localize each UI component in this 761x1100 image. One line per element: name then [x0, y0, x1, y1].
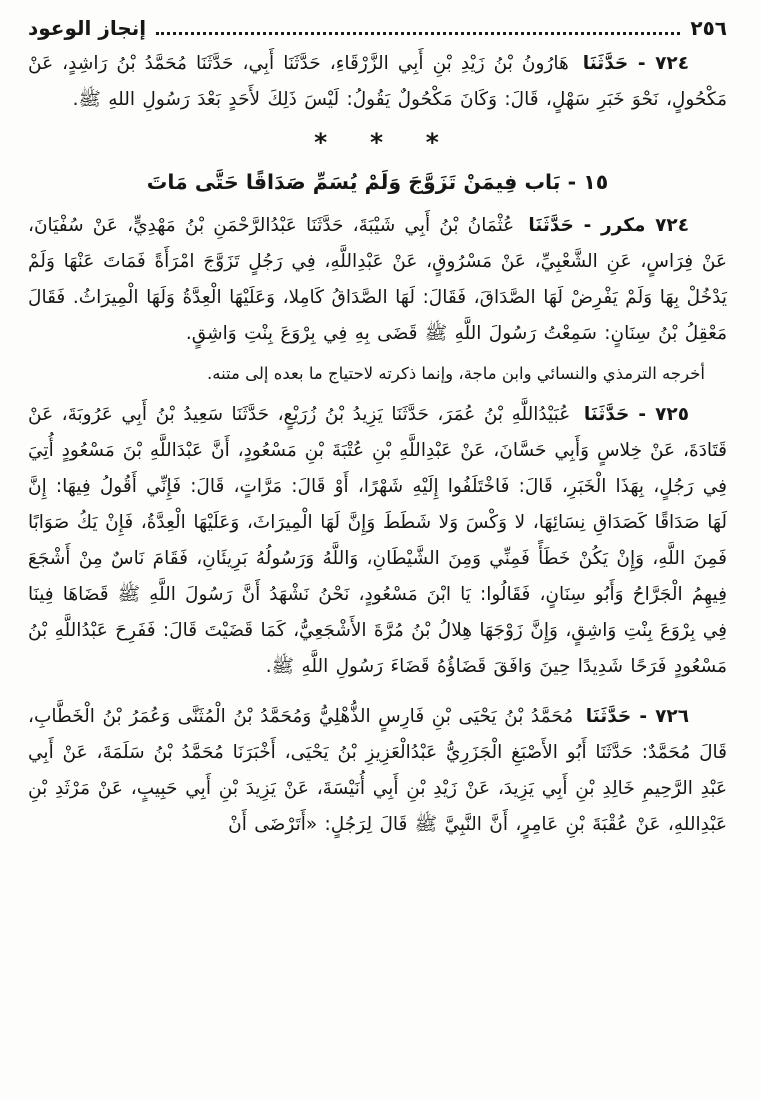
hadith-724-repeat-number: ٧٢٤ مكرر - حَدَّثَنَا: [528, 215, 690, 236]
hadith-724-paragraph: [28, 46, 727, 118]
hadith-726-number: ٧٢٦ - حَدَّثَنَا: [585, 706, 689, 727]
hadith-724-number: ٧٢٤ - حَدَّثَنَا: [582, 53, 689, 74]
chapter-heading: ١٥ - بَاب فِيمَنْ تَزَوَّجَ وَلَمْ يُسَمِّ صَدَاقًا حَتَّى مَاتَ: [146, 170, 609, 194]
takhrij-note: أخرجه الترمذي والنسائي وابن ماجة، وإنما ذكرته لاحتياج ما بعده إلى متنه.: [206, 364, 705, 383]
dotted-leader: [156, 32, 680, 35]
hadith-726-paragraph: [28, 699, 727, 843]
hadith-724-repeat-paragraph: [28, 208, 727, 352]
hadith-725-paragraph: [28, 397, 727, 685]
book-title: إنجاز الوعود: [28, 16, 147, 40]
stars-separator: * * *: [314, 128, 441, 157]
hadith-724-text: هَارُونُ بْنُ زَيْدِ بْنِ أَبِي الزَّرْقَاءِ، حَدَّثَنَا أَبِي، حَدَّثَنَا مُحَمَّدُ بْنُ رَاشِدٍ، عَنْ مَكْحُولٍ، نَحْوَ خَبَرِ سَهْلٍ، قَالَ: وَكَانَ مَكْحُولٌ يَقُولُ: لَيْسَ ذَلِكَ لأَحَدٍ بَعْدَ رَسُولِ اللهِ ﷺ.: [28, 53, 727, 110]
hadith-725-number: ٧٢٥ - حَدَّثَنَا: [583, 404, 689, 425]
hadith-725-text: عُبَيْدُاللَّهِ بْنُ عُمَرَ، حَدَّثَنَا يَزِيدُ بْنُ زُرَيْعٍ، حَدَّثَنَا سَعِيدُ بْنُ أَبِي عَرُوبَةَ، عَنْ قَتَادَةَ، عَنْ خِلاسٍ وَأَبِي حَسَّانَ، عَنْ عَبْدِاللَّهِ بْنِ عُتْبَةَ بْنِ مَسْعُودٍ، أَنَّ عَبْدَاللَّهِ بْنَ مَسْعُودٍ أُتِيَ فِي رَجُلٍ، بِهَذَا الْخَبَرِ، قَالَ: فَاخْتَلَفُوا إِلَيْهِ شَهْرًا، أَوْ قَالَ: مَرَّاتٍ، قَالَ: فَإِنِّي أَقُولُ فِيهَا: إِنَّ لَهَا صَدَاقًا كَصَدَاقِ نِسَائِهَا، لا وَكْسَ وَلا شَطَطَ وَإِنَّ لَهَا الْمِيرَاثَ، وَعَلَيْهَا الْعِدَّةُ، فَإِنْ يَكُ صَوَابًا فَمِنَ اللَّهِ، وَإِنْ يَكُنْ خَطَأً فَمِنِّي وَمِنَ الشَّيْطَانِ، وَاللَّهُ وَرَسُولُهُ بَرِيئَانِ، فَقَامَ نَاسٌ مِنْ أَشْجَعَ فِيهِمُ الْجَرَّاحُ وَأَبُو سِنَانٍ، فَقَالُوا: يَا ابْنَ مَسْعُودٍ، نَحْنُ نَشْهَدُ أَنَّ رَسُولَ اللَّهِ ﷺ قَضَاهَا فِينَا فِي بِرْوَعَ بِنْتِ وَاشِقٍ، وَإِنَّ زَوْجَهَا هِلالُ بْنُ مُرَّةَ الأَشْجَعِيُّ، كَمَا قَضَيْتَ قَالَ: فَفَرِحَ عَبْدُاللَّهِ بْنُ مَسْعُودٍ فَرَحًا شَدِيدًا حِينَ وَافَقَ قَضَاؤُهُ قَضَاءَ رَسُولِ اللَّهِ ﷺ.: [28, 404, 727, 677]
hadith-724-repeat-text: عُثْمَانُ بْنُ أَبِي شَيْبَةَ، حَدَّثَنَا عَبْدُالرَّحْمَنِ بْنُ مَهْدِيٍّ، عَنْ سُفْيَانَ، عَنْ فِرَاسٍ، عَنِ الشَّعْبِيِّ، عَنْ مَسْرُوقٍ، عَنْ عَبْدِاللَّهِ، فِي رَجُلٍ تَزَوَّجَ امْرَأَةً فَمَاتَ عَنْهَا وَلَمْ يَدْخُلْ بِهَا وَلَمْ يَفْرِضْ لَهَا الصَّدَاقَ، فَقَالَ: لَهَا الصَّدَاقُ كَامِلا، وَعَلَيْهَا الْعِدَّةُ وَلَهَا الْمِيرَاثُ. فَقَالَ مَعْقِلُ بْنُ سِنَانٍ: سَمِعْتُ رَسُولَ اللَّهِ ﷺ قَضَى بِهِ فِي بِرْوَعَ بِنْتِ وَاشِقٍ.: [28, 215, 727, 344]
hadith-726-text: مُحَمَّدُ بْنُ يَحْيَى بْنِ فَارِسٍ الذُّهْلِيُّ وَمُحَمَّدُ بْنُ الْمُثَنَّى وَعُمَرُ بْنُ الْخَطَّابِ، قَالَ مُحَمَّدٌ: حَدَّثَنَا أَبُو الأَصْبَغِ الْجَزَرِيُّ عَبْدُالْعَزِيزِ بْنُ يَحْيَى، أَخْبَرَنَا مُحَمَّدُ بْنُ سَلَمَةَ، عَنْ أَبِي عَبْدِ الرَّحِيمِ خَالِدِ بْنِ أَبِي يَزِيدَ، عَنْ زَيْدِ بْنِ أَبِي أُنَيْسَةَ، عَنْ يَزِيدَ بْنِ أَبِي حَبِيبٍ، عَنْ مَرْثَدِ بْنِ عَبْدِاللهِ، عَنْ عُقْبَةَ بْنِ عَامِرٍ، أَنَّ النَّبِيَّ ﷺ قَالَ لِرَجُلٍ: «أَتَرْضَى أَنْ: [28, 706, 727, 835]
page-number: ٢٥٦: [690, 16, 727, 40]
running-header: [28, 14, 727, 42]
